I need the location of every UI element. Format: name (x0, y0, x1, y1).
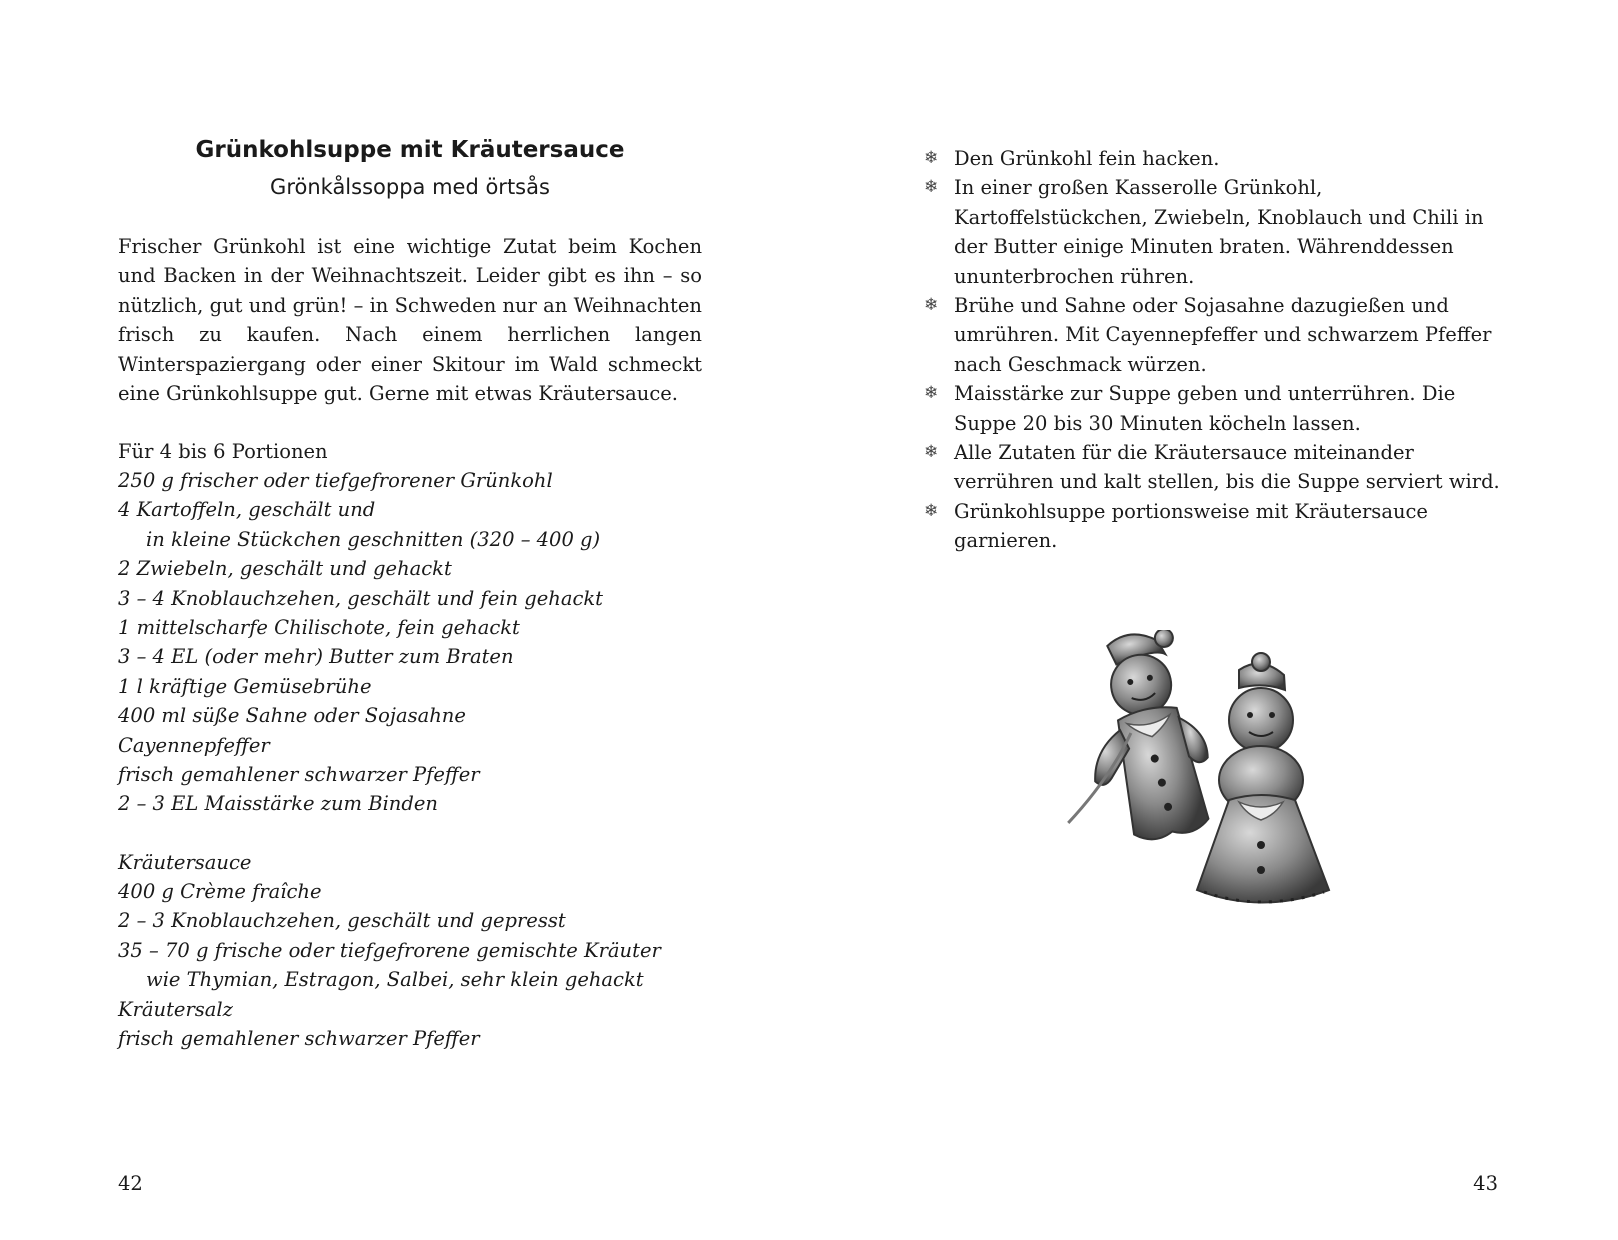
instruction-step (924, 144, 1504, 173)
right-page (809, 0, 1618, 1240)
ingredient-item: 3 – 4 EL (oder mehr) Butter zum Braten (118, 645, 514, 669)
recipe-title-swedish: Grönkålssoppa med örtsås (270, 175, 550, 199)
servings-line: Für 4 bis 6 Portionen (118, 440, 328, 463)
ingredient-item: 2 Zwiebeln, geschält und gehackt (118, 557, 452, 581)
step-text: Grünkohlsuppe portionsweise mit Kräutersauce garnieren. (954, 499, 1428, 553)
sauce-heading: Kräutersauce (118, 851, 252, 874)
page-number-left: 42 (118, 1172, 143, 1195)
gingerbread-figures-illustration (1039, 630, 1359, 934)
recipe-title-german: Grünkohlsuppe mit Kräutersauce (195, 137, 625, 163)
instruction-step (924, 438, 1504, 497)
ingredient-item: 2 – 3 EL Maisstärke zum Binden (118, 792, 438, 816)
sauce-ingredient-list (118, 877, 661, 1053)
intro-paragraph: Frischer Grünkohl ist eine wichtige Zutat beim Kochen und Backen in der Weihnachtszeit. Leider gibt es ihn – so nützlich, gut und grün! – in Schweden nur an Weihnachten frisch zu kaufen. Nach einem herrlichen langen Winterspaziergang oder einer Skitour im Wald schmeckt eine Grünkohlsuppe gut. Gerne mit etwas Kräutersauce. (118, 235, 702, 406)
ingredient-item: 1 l kräftige Gemüsebrühe (118, 674, 372, 698)
snowflake-icon: ❄ (924, 177, 939, 198)
sauce-ingredient-item: wie Thymian, Estragon, Salbei, sehr klein gehackt (146, 968, 644, 992)
snowflake-icon: ❄ (924, 500, 939, 521)
ingredient-item: 4 Kartoffeln, geschält und (118, 498, 376, 522)
instruction-step (924, 291, 1504, 379)
step-text: Den Grünkohl fein hacken. (954, 147, 1220, 170)
page-number-right: 43 (1473, 1172, 1498, 1195)
gingerbread-man-left (1039, 630, 1223, 856)
ingredient-item: frisch gemahlener schwarzer Pfeffer (118, 763, 480, 787)
sauce-ingredient-item: 35 – 70 g frische oder tiefgefrorene gemischte Kräuter (118, 938, 661, 962)
snowflake-icon: ❄ (924, 442, 939, 463)
ingredient-item: in kleine Stückchen geschnitten (320 – 400 g) (146, 527, 601, 551)
step-text: Brühe und Sahne oder Sojasahne dazugießen und umrühren. Mit Cayennepfeffer und schwarzem Pfeffer nach Geschmack würzen. (954, 294, 1492, 376)
step-text: Maisstärke zur Suppe geben und unterrühren. Die Suppe 20 bis 30 Minuten köcheln lassen. (954, 382, 1456, 435)
ingredient-item: Cayennepfeffer (118, 733, 270, 757)
ingredient-item: 400 ml süße Sahne oder Sojasahne (118, 704, 466, 728)
sauce-ingredient-item: frisch gemahlener schwarzer Pfeffer (118, 1027, 480, 1051)
snowflake-icon: ❄ (924, 383, 939, 404)
sauce-ingredient-item: 400 g Crème fraîche (118, 880, 322, 903)
gingerbread-woman-right (1197, 653, 1329, 903)
snowflake-icon: ❄ (924, 295, 939, 316)
instruction-step (924, 173, 1504, 291)
ingredient-item: 250 g frischer oder tiefgefrorener Grünkohl (118, 469, 553, 492)
sauce-ingredient-item: 2 – 3 Knoblauchzehen, geschält und gepresst (118, 909, 566, 933)
instruction-step (924, 497, 1504, 556)
step-text: Alle Zutaten für die Kräutersauce miteinander verrühren und kalt stellen, bis die Suppe serviert wird. (954, 441, 1500, 494)
ingredient-list (118, 466, 603, 819)
ingredient-item: 3 – 4 Knoblauchzehen, geschält und fein gehackt (118, 586, 604, 610)
step-text: In einer großen Kasserolle Grünkohl, Kartoffelstückchen, Zwiebeln, Knoblauch und Chili in der Butter einige Minuten braten. Währenddessen ununterbrochen rühren. (954, 176, 1484, 288)
ingredient-item: 1 mittelscharfe Chilischote, fein gehackt (118, 616, 520, 640)
instruction-step (924, 379, 1504, 438)
sauce-ingredient-item: Kräutersalz (118, 997, 233, 1021)
snowflake-icon: ❄ (924, 148, 939, 168)
instruction-steps (924, 144, 1504, 556)
